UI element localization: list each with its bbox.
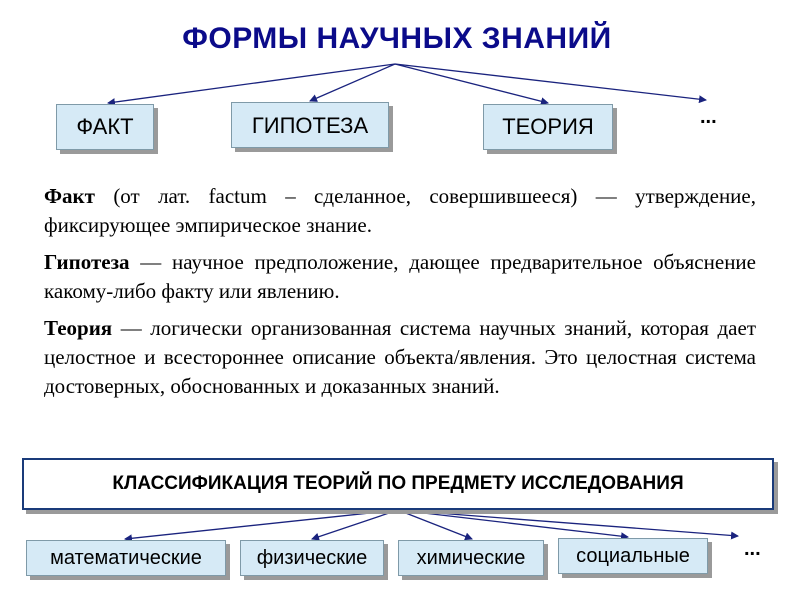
form-box-fact <box>56 104 154 150</box>
theory-type-chemistry-label: химические <box>416 546 526 569</box>
form-label-hypothesis: ГИПОТЕЗА <box>251 113 369 138</box>
text-hypothesis: — научное предположение, дающее предварительное объяснение какому-либо факту или явлению. <box>44 250 756 303</box>
form-label-fact: ФАКТ <box>76 114 134 139</box>
arrow-to-theory <box>395 64 548 103</box>
theory-type-math <box>26 540 226 576</box>
form-box-theory <box>483 104 613 150</box>
text-fact: (от лат. factum – сделанное, совершившееся) — утверждение, фиксирующее эмпирическое знание. <box>44 184 756 237</box>
term-hypothesis: Гипотеза <box>44 250 130 274</box>
theory-type-social <box>558 538 708 574</box>
definition-theory <box>44 314 756 401</box>
theory-type-physics-label: физические <box>256 546 368 569</box>
definition-fact <box>44 182 756 240</box>
arrow-to-more <box>395 64 706 100</box>
theory-type-chemistry <box>398 540 544 576</box>
theory-type-math-label: математические <box>50 546 202 569</box>
arrow-to-more-theories <box>398 510 738 536</box>
form-label-theory: ТЕОРИЯ <box>502 114 594 139</box>
more-forms-ellipsis: ... <box>700 106 717 128</box>
form-box-hypothesis <box>231 102 389 148</box>
more-theories-ellipsis: ... <box>744 538 761 560</box>
classification-heading: КЛАССИФИКАЦИЯ ТЕОРИЙ ПО ПРЕДМЕТУ ИССЛЕДОВАНИЯ <box>112 473 684 494</box>
classification-heading-box <box>22 458 774 510</box>
definitions-text <box>44 182 756 401</box>
term-theory: Теория <box>44 316 113 340</box>
text-theory: — логически организованная система научных знаний, которая дает целостное и всестороннее описание объекта/явления. Это целостная система достоверных, обоснованных и доказанных знаний. <box>44 316 756 398</box>
theory-type-social-label: социальные <box>576 544 690 567</box>
term-fact: Факт <box>44 184 95 208</box>
arrow-to-math <box>125 510 398 539</box>
diagram-title: ФОРМЫ НАУЧНЫХ ЗНАНИЙ <box>182 22 612 55</box>
definition-hypothesis <box>44 248 756 306</box>
theory-type-physics <box>240 540 384 576</box>
arrow-to-fact <box>108 64 395 103</box>
